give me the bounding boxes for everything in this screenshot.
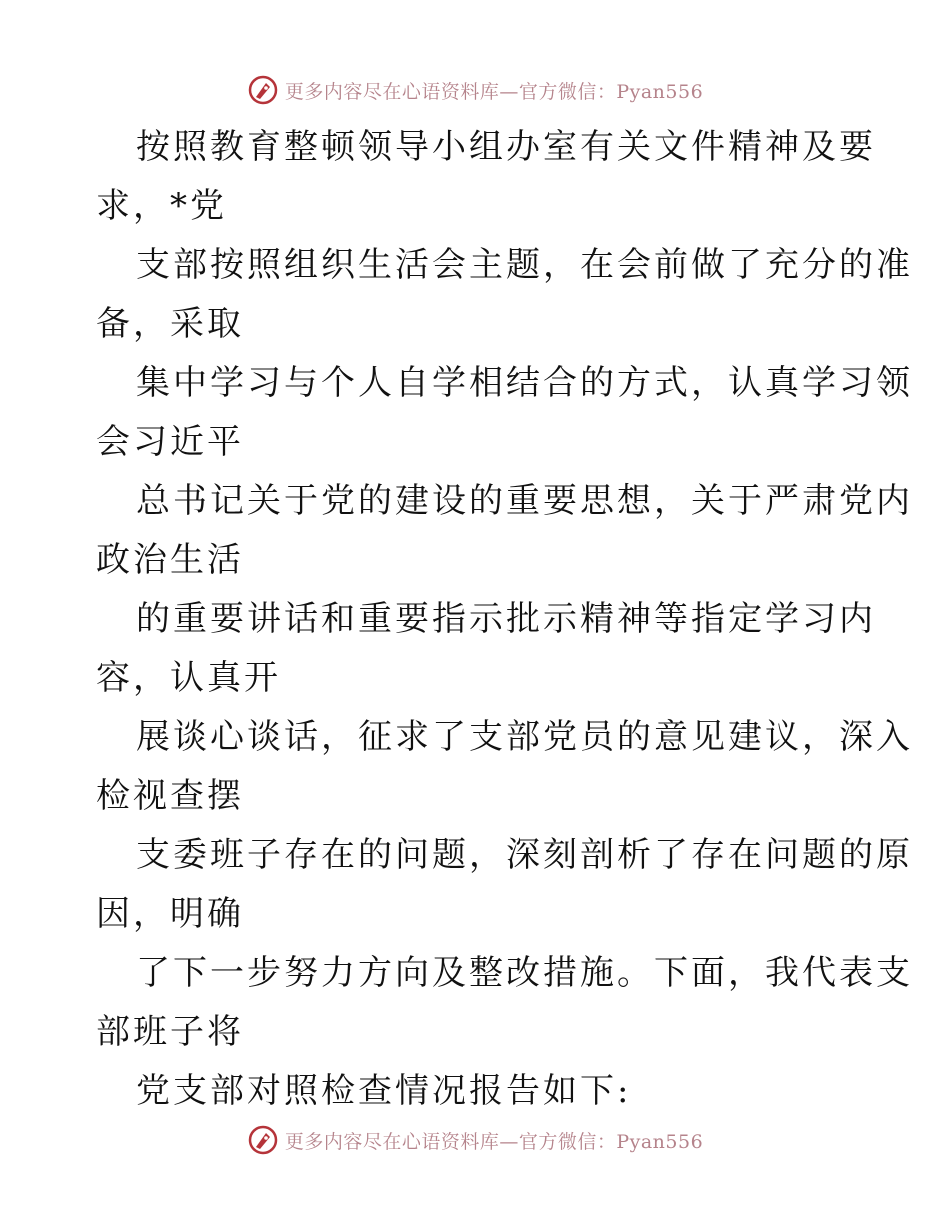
text-line: 部班子将 (96, 1012, 244, 1052)
text-line: 党支部对照检查情况报告如下: (136, 1071, 632, 1111)
text-line: 支委班子存在的问题，深刻剖析了存在问题的原 (136, 835, 913, 875)
header-watermark (0, 70, 950, 110)
text-line: 备，采取 (96, 304, 244, 344)
text-line: 求，*党 (96, 186, 227, 226)
document-body (96, 118, 913, 1121)
text-line: 支部按照组织生活会主题，在会前做了充分的准 (136, 245, 913, 285)
text-line: 因，明确 (96, 894, 244, 934)
text-line: 容，认真开 (96, 658, 281, 698)
text-line: 检视查摆 (96, 776, 244, 816)
pen-nib-logo-icon (247, 74, 279, 106)
text-line: 了下一步努力方向及整改措施。下面，我代表支 (136, 953, 913, 993)
text-line: 按照教育整顿领导小组办室有关文件精神及要 (136, 127, 876, 167)
text-line: 展谈心谈话，征求了支部党员的意见建议，深入 (136, 717, 913, 757)
text-line: 政治生活 (96, 540, 244, 580)
text-line: 总书记关于党的建设的重要思想，关于严肃党内 (136, 481, 913, 521)
watermark-text: 更多内容尽在心语资料库—官方微信：Pyan556 (284, 1130, 704, 1153)
text-line: 会习近平 (96, 422, 244, 462)
footer-watermark (0, 1120, 950, 1160)
pen-nib-logo-icon (247, 1124, 279, 1156)
watermark-text: 更多内容尽在心语资料库—官方微信：Pyan556 (284, 80, 704, 103)
text-line: 集中学习与个人自学相结合的方式，认真学习领 (136, 363, 913, 403)
text-line: 的重要讲话和重要指示批示精神等指定学习内 (136, 599, 876, 639)
